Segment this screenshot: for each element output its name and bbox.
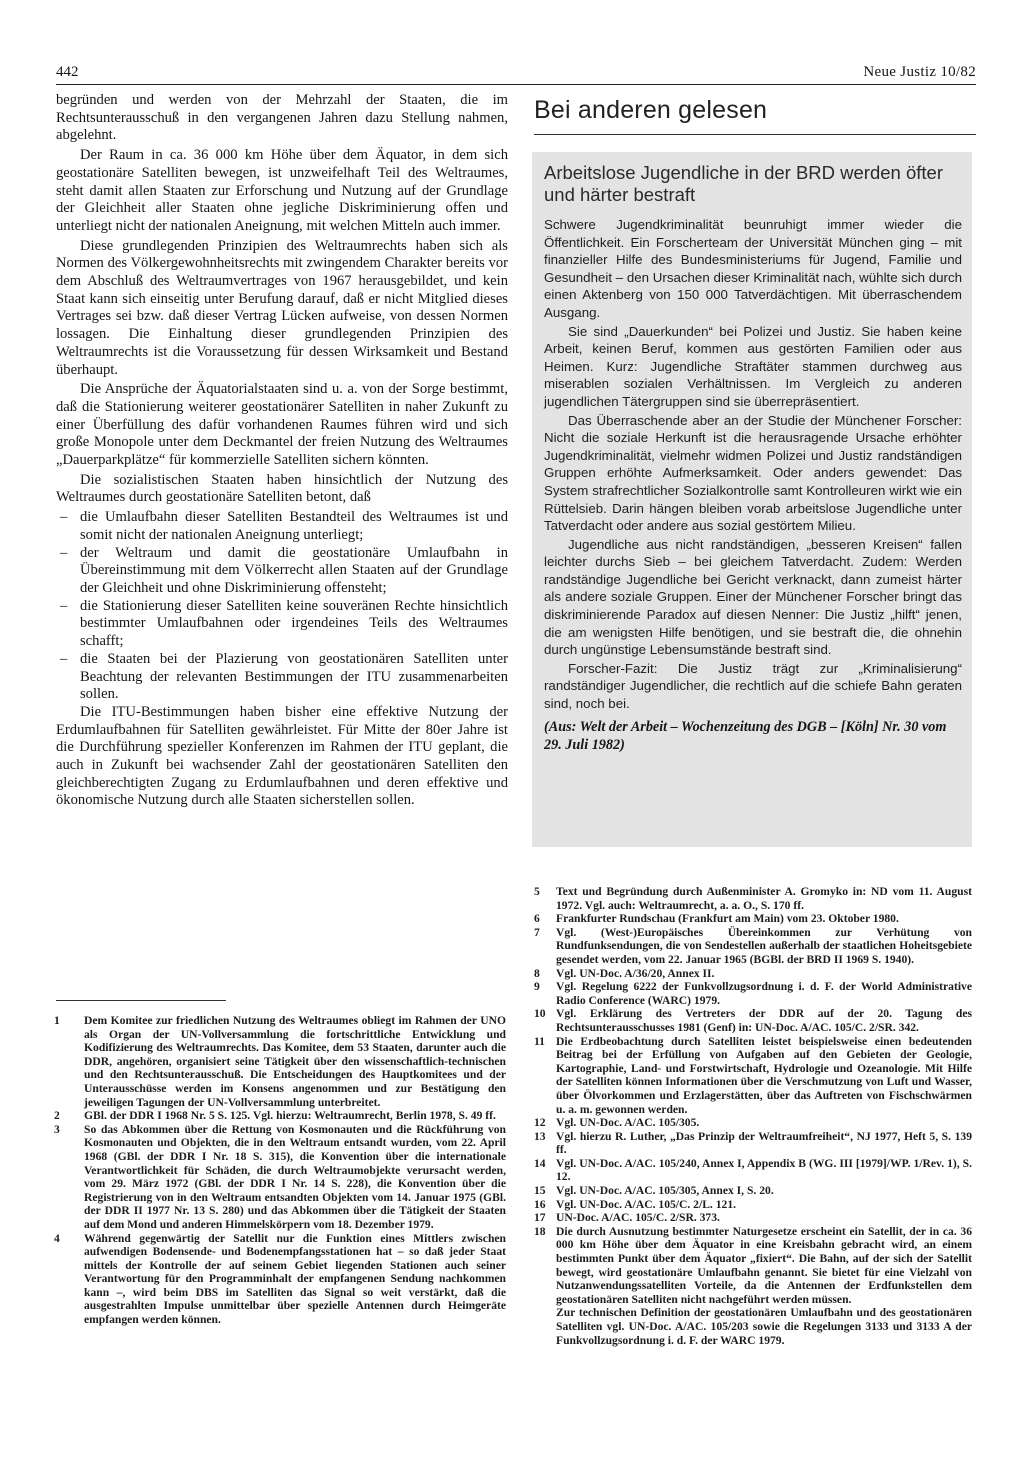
footnote-number: 13	[534, 1129, 546, 1143]
footnote-text: GBl. der DDR I 1968 Nr. 5 S. 125. Vgl. hierzu: Weltraumrecht, Berlin 1978, S. 49 ff.	[84, 1109, 496, 1123]
quoted-article-box	[532, 152, 972, 847]
footnote-text: Vgl. Regelung 6222 der Funkvollzugsordnung i. d. F. der World Administrative Radio Conference (WARC) 1979.	[556, 980, 972, 1007]
footnote	[534, 1034, 972, 1117]
footnote	[534, 980, 972, 1007]
footnotes-left	[54, 1014, 506, 1327]
bullet-item: – der Weltraum und damit die geostationäre Umlaufbahn in Übereinstimmung mit dem Völkerrecht allen Staaten auf der Grundlage der Gleichheit und ohne Diskriminierung offensteht;	[56, 545, 508, 598]
footnote	[534, 1224, 972, 1307]
footnote	[534, 925, 972, 967]
footnote-number: 12	[534, 1116, 546, 1130]
footnote-number: 18	[534, 1224, 546, 1238]
footnote	[534, 1184, 972, 1198]
section-heading: Bei anderen gelesen	[534, 96, 768, 124]
footnote-number: 3	[54, 1122, 60, 1136]
footnote-number: 2	[54, 1109, 60, 1123]
footnotes-right	[534, 885, 972, 1347]
journal-issue: Neue Justiz 10/82	[863, 64, 976, 80]
footnote-text: Zur technischen Definition der geostationären Umlaufbahn und des geostationären Satelliten vgl. UN-Doc. A/AC. 105/203 sowie die Regelungen 3133 und 3133 A der Funkvollzugsordnung i. d. F. der WARC 1979.	[556, 1306, 972, 1347]
footnote	[534, 1129, 972, 1157]
footnote-text: So das Abkommen über die Rettung von Kosmonauten und die Rückführung von Kosmonauten und Objekten, die in den Weltraum entsandt wurden, vom 22. April 1968 (GBl. der DDR I Nr. 18 S. 315), die Konvention über die internationale Verantwortlichkeit für Schäden, die durch Weltraumobjekte verursacht werden, vom 29. März 1972 (GBl. der DDR I Nr. 14 S. 228), die Konvention über die Registrierung von in den Weltraum entsandten Objekten vom 14. Januar 1975 (GBl. der DDR II 1977 Nr. 13 S. 280) und das Abkommen über die Tätigkeit der Staaten auf dem Mond und anderen Himmelskörpern vom 18. Dezember 1979.	[84, 1122, 506, 1231]
footnote-number: 16	[534, 1197, 546, 1211]
main-text-column	[56, 92, 508, 812]
footnote-text: Vgl. (West-)Europäisches Übereinkommen zur Verhütung von Rundfunksendungen, die von Sendestellen außerhalb der staatlichen Hoheitsgebiete gesendet werden, vom 22. Januar 1965 (BGBl. der BRD II 1969 S. 1940).	[556, 925, 972, 966]
footnote-text: Dem Komitee zur friedlichen Nutzung des Weltraumes obliegt im Rahmen der UNO als Organ der UN-Vollversammlung die fortschrittliche Entwicklung und Kodifizierung des Weltraumrechts. Das Komitee, dem 53 Staaten, darunter auch die DDR, angehören, organisiert seine Tätigkeit über den wissenschaftlich-technischen und den Rechtsunterausschuß. Die Entscheidungen des Hauptkomitees und der Unterausschüsse werden im Konsens angenommen und zur Bestätigung den jeweiligen Tagungen der UN-Vollversammlung unterbreitet.	[84, 1014, 506, 1109]
bullet-item: – die Umlaufbahn dieser Satelliten Bestandteil des Weltraumes ist und somit nicht der nationalen Aneignung unterliegt;	[56, 509, 508, 544]
footnote-number: 6	[534, 912, 540, 926]
footnote-text: Frankfurter Rundschau (Frankfurt am Main) vom 23. Oktober 1980.	[556, 912, 899, 926]
footnote-text: Vgl. UN-Doc. A/AC. 105/305.	[556, 1116, 700, 1130]
paragraph: Diese grundlegenden Prinzipien des Weltraumrechts haben sich als Normen des Völkergewohnheitsrechts mit zwingendem Charakter bereits vor dem Abschluß des Weltraumvertrages von 1967 herausgebildet, und kein Staat kann sich einseitig unter Berufung darauf, daß er nicht Mitglied dieses Vertrages sei bzw. daß dieser Vertrag Lücken aufweise, von dessen Normen lossagen. Die Einhaltung dieser grundlegenden Prinzipien des Weltraumrechts ist die Voraussetzung für dessen Wirksamkeit und Bestand überhaupt.	[56, 237, 508, 378]
bullet-item: – die Staaten bei der Plazierung von geostationären Satelliten unter Beachtung der relevanten Bestimmungen der ITU zusammenarbeiten sollen.	[56, 651, 508, 704]
footnote-text: Vgl. UN-Doc. A/AC. 105/C. 2/L. 121.	[556, 1197, 737, 1211]
paragraph: Die ITU-Bestimmungen haben bisher eine effektive Nutzung der Erdumlaufbahnen für Satelliten gewährleistet. Für Mitte der 80er Jahre ist die Durchführung spezieller Konferenzen im Rahmen der ITU geplant, die auch in Zukunft bei wachsender Zahl der geostationären Satelliten den gleichberechtigten Zugang zu Erdumlaufbahnen und deren effektive und ökonomische Nutzung durch alle Staaten sicherstellen sollen.	[56, 703, 508, 809]
footnote-number: 5	[534, 885, 540, 898]
article-source: (Aus: Welt der Arbeit – Wochenzeitung des DGB – [Köln] Nr. 30 vom 29. Juli 1982)	[544, 718, 947, 753]
footnote	[534, 912, 972, 926]
footnote	[534, 885, 972, 912]
footnote	[534, 966, 972, 981]
footnote-text: Vgl. UN-Doc. A/AC. 105/305, Annex I, S. 20.	[556, 1184, 774, 1198]
footnote-number: 15	[534, 1184, 546, 1198]
footnote-number: 8	[534, 966, 540, 980]
footnote	[534, 1156, 972, 1184]
header-rule	[56, 84, 976, 85]
article-paragraph: Jugendliche aus nicht randständigen, „besseren Kreisen“ fallen leichter durchs Sieb – bei gleichem Tatverdacht. Zudem: Werden randständige Jugendliche bei Gericht verknackt, dann zumeist härter als andere soziale Gruppen. Einer der Münchener Forscher bringt das diskriminierende Paradox auf diesen Nenner: Die Justiz „hilft“ jenen, die am wenigsten Hilfe benötigen, und sie bestraft die, die ohnehin durch ungünstige Lebensumstände bestraft sind.	[544, 536, 962, 658]
footnote-number: 7	[534, 925, 540, 939]
footnote-number: 10	[534, 1007, 546, 1021]
footnote-text: Text und Begründung durch Außenminister A. Gromyko in: ND vom 11. August 1972. Vgl. auch: Weltraumrecht, a. a. O., S. 170 ff.	[556, 885, 972, 912]
footnote-number: 4	[54, 1231, 60, 1245]
footnote-number: 17	[534, 1211, 546, 1225]
footnote	[534, 1211, 972, 1225]
article-paragraph: Forscher-Fazit: Die Justiz trägt zur „Kriminalisierung“ randständiger Jugendlicher, die rechtlich auf die schiefe Bahn geraten sind, noch bei.	[544, 660, 962, 712]
footnote	[54, 1231, 506, 1327]
bullet-item: – die Stationierung dieser Satelliten keine souveränen Rechte hinsichtlich bestimmter Umlaufbahnen oder irgendeines Teils des Weltraumes schafft;	[56, 598, 508, 651]
section-rule	[534, 134, 976, 135]
footnote	[556, 1306, 972, 1347]
footnote-rule	[56, 1000, 226, 1001]
footnote-text: Vgl. UN-Doc. A/36/20, Annex II.	[556, 966, 715, 980]
footnote-number: 11	[534, 1034, 545, 1048]
footnote	[54, 1122, 506, 1232]
footnote	[54, 1014, 506, 1109]
footnote	[534, 1116, 972, 1130]
footnote-text: Vgl. Erklärung des Vertreters der DDR auf der 20. Tagung des Rechtsunterausschusses 1981 (Genf) in: UN-Doc. A/AC. 105/C. 2/SR. 342.	[556, 1007, 972, 1034]
footnote-text: Vgl. hierzu R. Luther, „Das Prinzip der Weltraumfreiheit“, NJ 1977, Heft 5, S. 139 ff.	[556, 1129, 972, 1157]
paragraph: Die Ansprüche der Äquatorialstaaten sind u. a. von der Sorge bestimmt, daß die Stationierung weiterer geostationärer Satelliten in naher Zukunft zu einer Überfüllung des dafür vorhandenen Raumes führen wird und sich große Monopole unter dem Deckmantel der freien Nutzung des Weltraumes „Dauerparkplätze“ für kommerzielle Satelliten sichern könnten.	[56, 381, 508, 469]
paragraph: begründen und werden von der Mehrzahl der Staaten, die im Rechtsunterausschuß in den vergangenen Jahren dazu Stellung nahmen, abgelehnt.	[56, 92, 508, 144]
article-paragraph: Das Überraschende aber an der Studie der Münchener Forscher: Nicht die soziale Herkunft ist die herausragende Ursache erhöhter Jugendkriminalität, vielmehr widmen Polizei und Justiz randständigen Gruppen erhöhte Aufmerksamkeit. Oder anders gewendet: Das System strafrechtlicher Sozialkontrolle samt Kontrolleuren wirkt wie ein Rüttelsieb. Darin hängen bleiben vorab arbeitslose Jugendliche unter Tatverdacht oder andere aus sozial gestörtem Milieu.	[544, 412, 962, 534]
footnote-text: Die Erdbeobachtung durch Satelliten leistet beispielsweise einen bedeutenden Beitrag bei der Erfüllung von Aufgaben auf den Gebieten der Geologie, Kartographie, Land- und Forstwirtschaft, Hydrologie und Ozeanologie. Mit Hilfe der Satelliten können Informationen über die Verschmutzung von Luft und Wasser, über Ölvorkommen und Erzlagerstätten, über das Auftreten von Fischschwärmen u. a. m. gewonnen werden.	[556, 1034, 972, 1116]
footnote-text: Vgl. UN-Doc. A/AC. 105/240, Annex I, Appendix B (WG. III [1979]/WP. 1/Rev. 1), S. 12.	[556, 1156, 972, 1184]
footnote-number: 9	[534, 980, 540, 994]
footnote-number: 1	[54, 1014, 60, 1027]
footnote-text: UN-Doc. A/AC. 105/C. 2/SR. 373.	[556, 1211, 720, 1225]
paragraph: Der Raum in ca. 36 000 km Höhe über dem Äquator, in dem sich geostationäre Satelliten bewegen, ist unzweifelhaft Teil des Weltraumes, steht damit allen Staaten zur Erforschung und Nutzung auf der Grundlage der Gleichheit aller Staaten ohne jegliche Diskriminierung offen und unterliegt nicht der nationalen Aneignung, mit welchen Mitteln auch immer.	[56, 147, 508, 234]
footnote	[54, 1109, 506, 1123]
footnote	[534, 1007, 972, 1034]
article-body	[544, 216, 962, 713]
footnote-text: Die durch Ausnutzung bestimmter Naturgesetze erscheint ein Satellit, der in ca. 36 000 km Höhe über dem Äquator in eine Kreisbahn gebracht wird, an einem bestimmten Punkt über dem Äquator „fixiert“. Die Bahn, auf der sich der Satellit bewegt, wird geostationäre Umlaufbahn genannt. Sie bietet für eine Vielzahl von Nutzanwendungssatelliten Vorteile, da die Antennen der Erdfunkstellen dem geostationären Satelliten nicht nachgeführt werden müssen.	[556, 1224, 972, 1306]
article-paragraph: Sie sind „Dauerkunden“ bei Polizei und Justiz. Sie haben keine Arbeit, keinen Beruf, kommen aus gestörten Familien oder aus Heimen. Kurz: Jugendliche Straftäter stammen durchweg aus miserablen sozialen Verhältnissen. Im Vergleich zu anderen jugendlichen Tätergruppen sind sie überrepräsentiert.	[544, 323, 962, 409]
footnote-text: Während gegenwärtig der Satellit nur die Funktion eines Mittlers zwischen aufwendigen Bodensende- und Bodenempfangsstationen hat – so daß jeder Staat mittels der Kontrolle der auf seinem Gebiet liegenden Stationen auch seiner Verantwortung für den Programminhalt der empfangenen Sendung nachkommen kann –, wird beim DBS im Satelliten das Signal so weit verstärkt, daß die ausgestrahlten Impulse unmittelbar über spezielle Antennen durch Heimgeräte empfangen werden können.	[84, 1231, 506, 1327]
article-title: Arbeitslose Jugendliche in der BRD werden öfter und härter bestraft	[544, 162, 943, 205]
bullet-list	[56, 509, 508, 704]
footnote	[534, 1197, 972, 1212]
page-number: 442	[56, 64, 79, 80]
paragraph: Die sozialistischen Staaten haben hinsichtlich der Nutzung des Weltraumes durch geostationäre Satelliten betont, daß	[56, 471, 508, 506]
article-paragraph: Schwere Jugendkriminalität beunruhigt immer wieder die Öffentlichkeit. Ein Forscherteam der Universität München ging – mit finanzieller Hilfe des Bundesministeriums für Jugend, Familie und Gesundheit – den Ursachen dieser Kriminalität nach, wühlte sich durch einen Aktenberg von 150 000 Tatverdächtigen. Mit überraschendem Ausgang.	[544, 217, 962, 320]
footnote-number: 14	[534, 1156, 546, 1170]
